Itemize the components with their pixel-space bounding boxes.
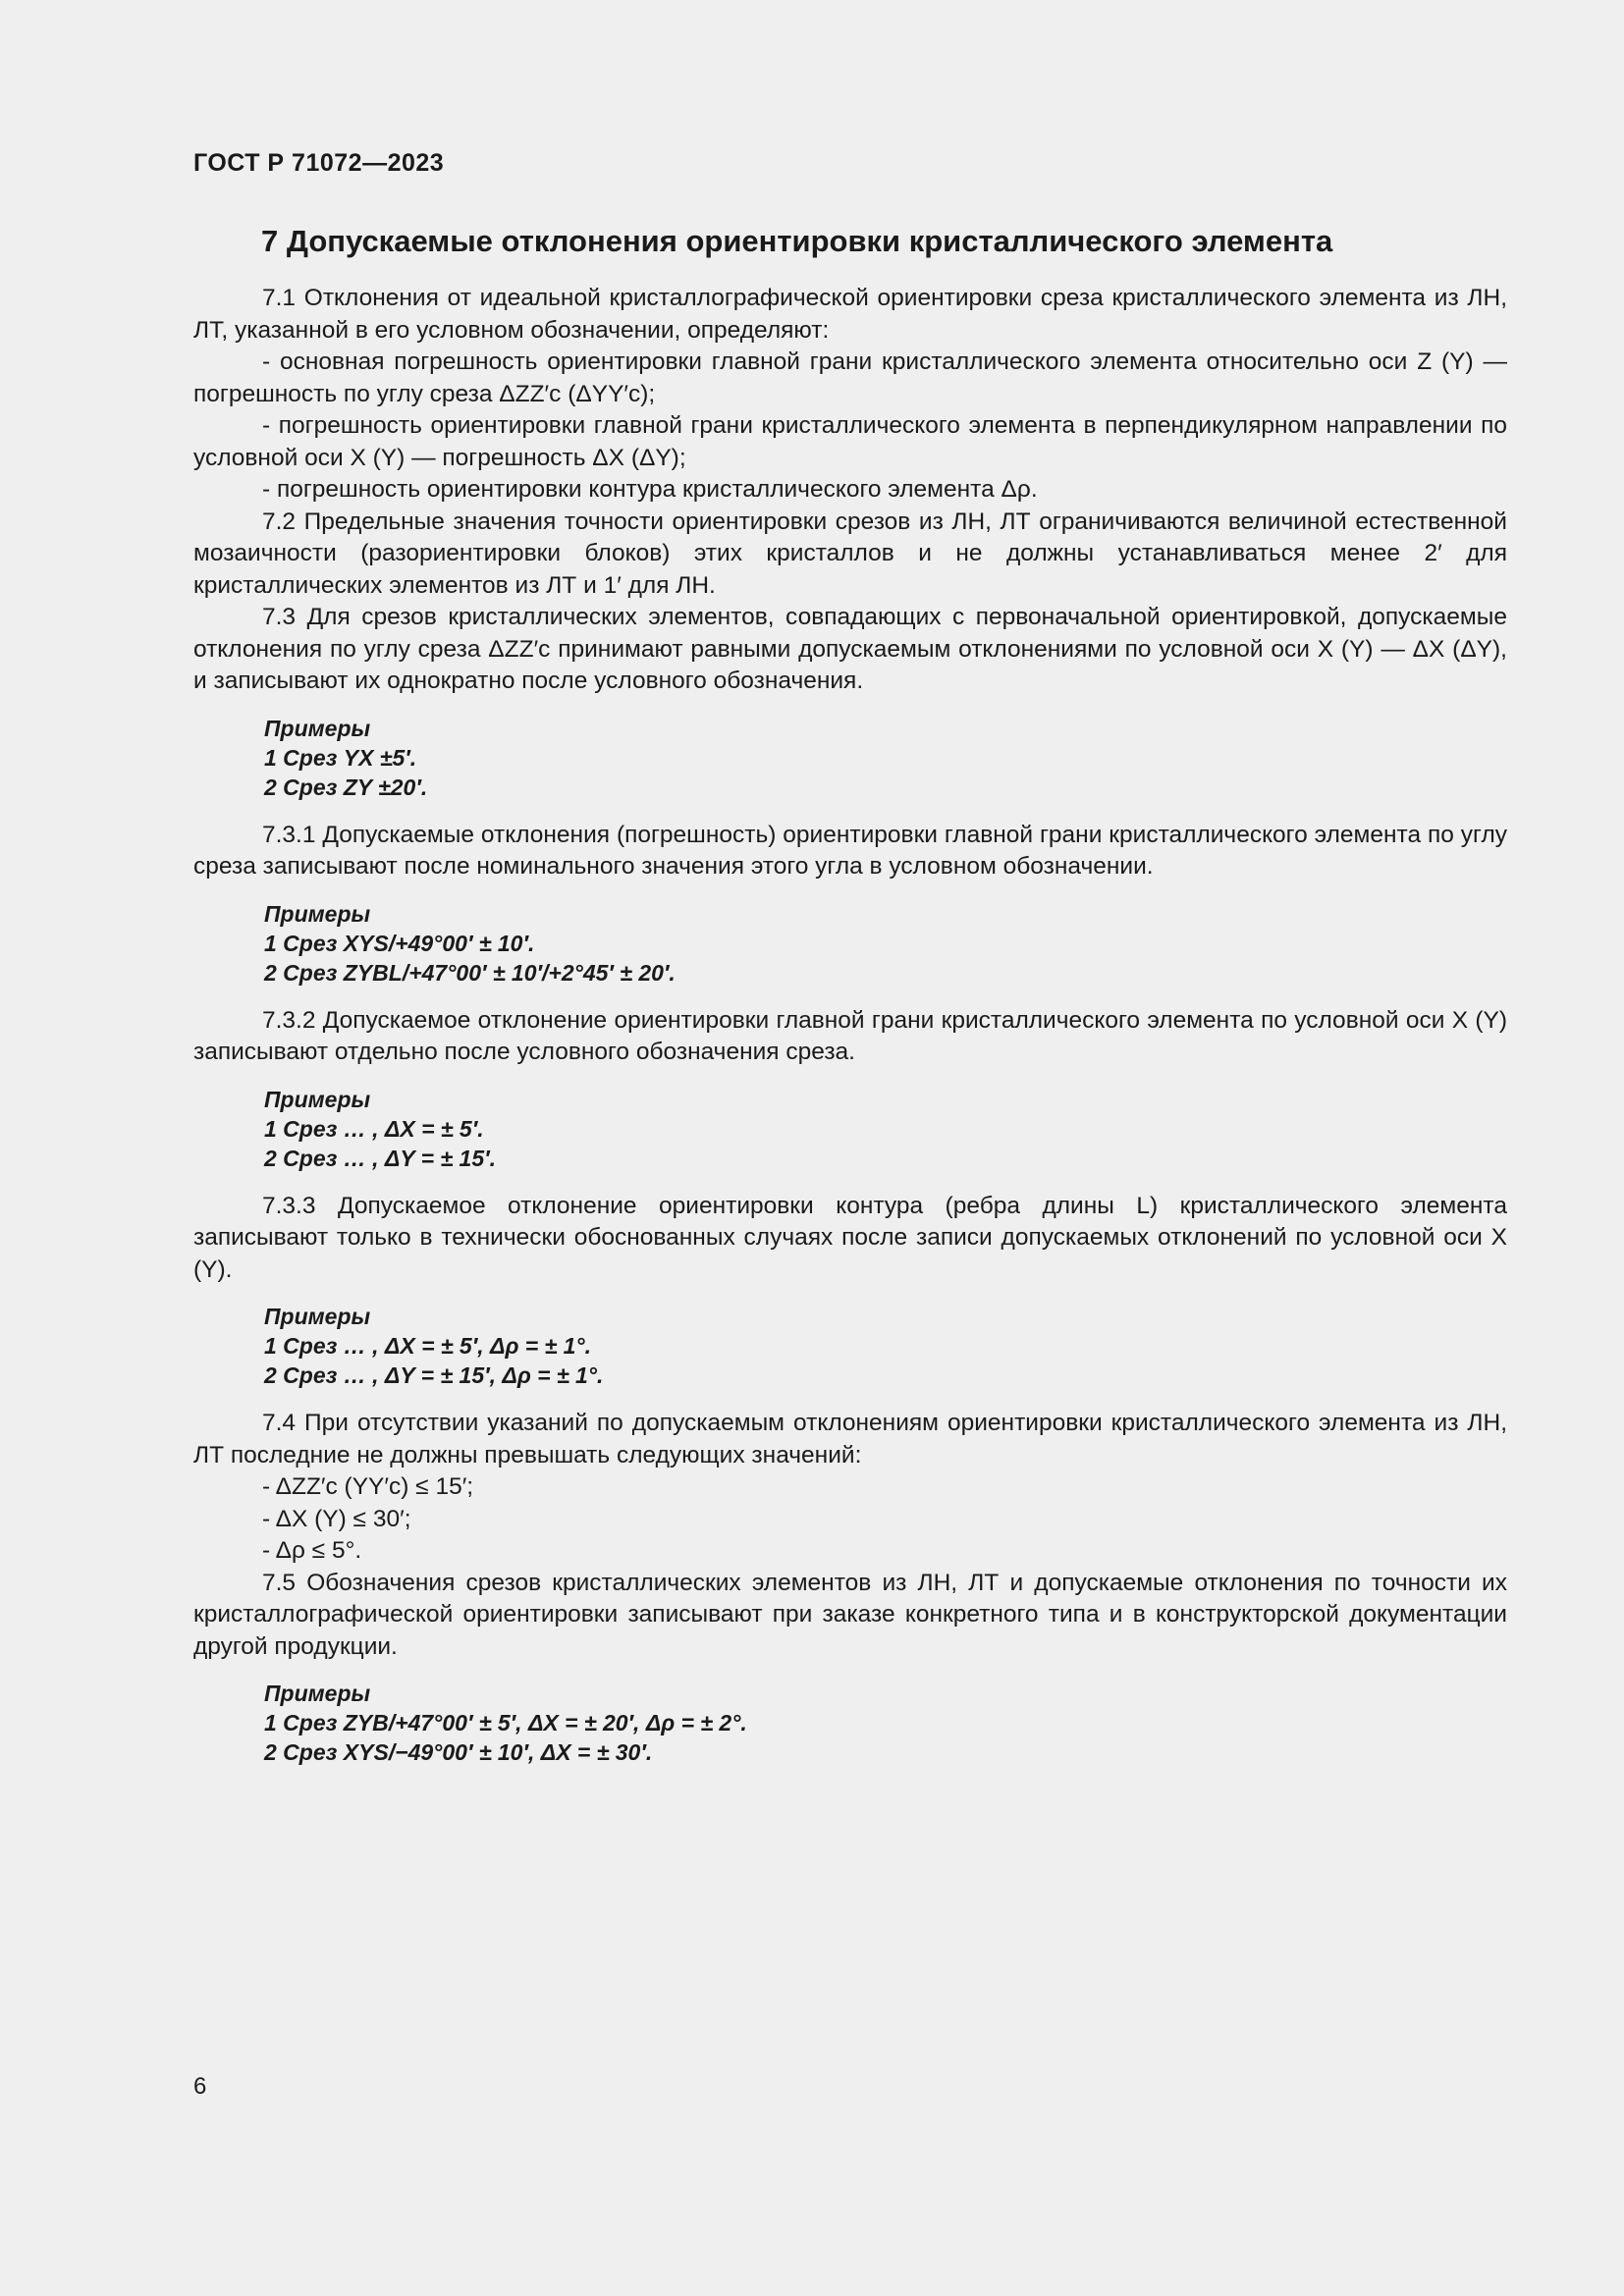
paragraph-7-3: 7.3 Для срезов кристаллических элементов, совпадающих с первоначальной ориентировкой, допускаемые отклонения по углу среза ΔZZ′c принимают равными допускаемым отклонениями по условной оси X (Y) — ΔX (ΔY), и записывают их однократно после условного обозначения. [193, 604, 1507, 694]
examples-title: Примеры [264, 1086, 371, 1112]
paragraph-7-3-3: 7.3.3 Допускаемое отклонение ориентировки контура (ребра длины L) кристаллического элемента записывают только в технически обоснованных случаях после записи допускаемых отклонений по условной оси X (Y). [193, 1192, 1507, 1283]
document-body [193, 283, 1507, 1785]
examples-block [264, 899, 1507, 988]
examples-title: Примеры [264, 1304, 371, 1329]
document-header: ГОСТ Р 71072—2023 [193, 149, 445, 177]
section-title: 7 Допускаемые отклонения ориентировки кристаллического элемента [261, 224, 1333, 258]
example-line: 2 Срез … , ΔY = ± 15′, Δρ = ± 1°. [264, 1362, 604, 1388]
list-item: - погрешность ориентировки контура кристаллического элемента Δρ. [262, 476, 1038, 503]
example-line: 2 Срез … , ΔY = ± 15′. [264, 1145, 497, 1171]
paragraph-7-4: 7.4 При отсутствии указаний по допускаемым отклонениям ориентировки кристаллического элемента из ЛН, ЛТ последние не должны превышать следующих значений: [193, 1410, 1507, 1468]
paragraph-7-5: 7.5 Обозначения срезов кристаллических элементов из ЛН, ЛТ и допускаемые отклонения по точности их кристаллографической ориентировки записывают при заказе конкретного типа и в конструкторской документации другой продукции. [193, 1569, 1507, 1660]
example-line: 1 Срез XYS/+49°00′ ± 10′. [264, 930, 535, 956]
example-line: 1 Срез … , ΔX = ± 5′, Δρ = ± 1°. [264, 1333, 591, 1359]
list-item: - ΔX (Y) ≤ 30′; [262, 1505, 411, 1532]
list-item: - основная погрешность ориентировки главной грани кристаллического элемента относительно оси Z (Y) — погрешность по углу среза ΔZZ′c (ΔYY′c); [193, 348, 1507, 407]
example-line: 2 Срез ZY ±20′. [264, 774, 428, 800]
paragraph-7-2: 7.2 Предельные значения точности ориентировки срезов из ЛН, ЛТ ограничиваются величиной естественной мозаичности (разориентировки блоков) этих кристаллов и не должны устанавливаться менее 2′ для кристаллических элементов из ЛТ и 1′ для ЛН. [193, 507, 1507, 599]
paragraph-7-3-2: 7.3.2 Допускаемое отклонение ориентировки главной грани кристаллического элемента по условной оси X (Y) записывают отдельно после условного обозначения среза. [193, 1006, 1507, 1065]
examples-title: Примеры [264, 900, 371, 927]
examples-block [264, 714, 1507, 802]
examples-title: Примеры [264, 1681, 371, 1706]
example-line: 1 Срез YX ±5′. [264, 744, 417, 771]
list-item: - Δρ ≤ 5°. [262, 1537, 362, 1564]
page-number: 6 [193, 2073, 207, 2100]
examples-title: Примеры [264, 715, 371, 741]
examples-block [264, 1302, 1507, 1390]
example-line: 1 Срез ZYB/+47°00′ ± 5′, ΔX = ± 20′, Δρ = ± 2°. [264, 1710, 747, 1735]
example-line: 2 Срез XYS/−49°00′ ± 10′, ΔX = ± 30′. [264, 1739, 653, 1765]
example-line: 1 Срез … , ΔX = ± 5′. [264, 1115, 484, 1142]
paragraph-7-3-1: 7.3.1 Допускаемые отклонения (погрешность) ориентировки главной грани кристаллического элемента по углу среза записывают после номинального значения этого угла в условном обозначении. [193, 821, 1507, 880]
list-item: - погрешность ориентировки главной грани кристаллического элемента в перпендикулярном направлении по условной оси X (Y) — погрешность ΔX (ΔY); [193, 412, 1507, 471]
examples-block [264, 1085, 1507, 1173]
paragraph-7-1: 7.1 Отклонения от идеальной кристаллографической ориентировки среза кристаллического элемента из ЛН, ЛТ, указанной в его условном обозначении, определяют: [193, 285, 1507, 344]
examples-block [264, 1679, 1507, 1767]
list-item: - ΔZZ′c (YY′c) ≤ 15′; [262, 1473, 474, 1500]
example-line: 2 Срез ZYBL/+47°00′ ± 10′/+2°45′ ± 20′. [264, 959, 676, 986]
